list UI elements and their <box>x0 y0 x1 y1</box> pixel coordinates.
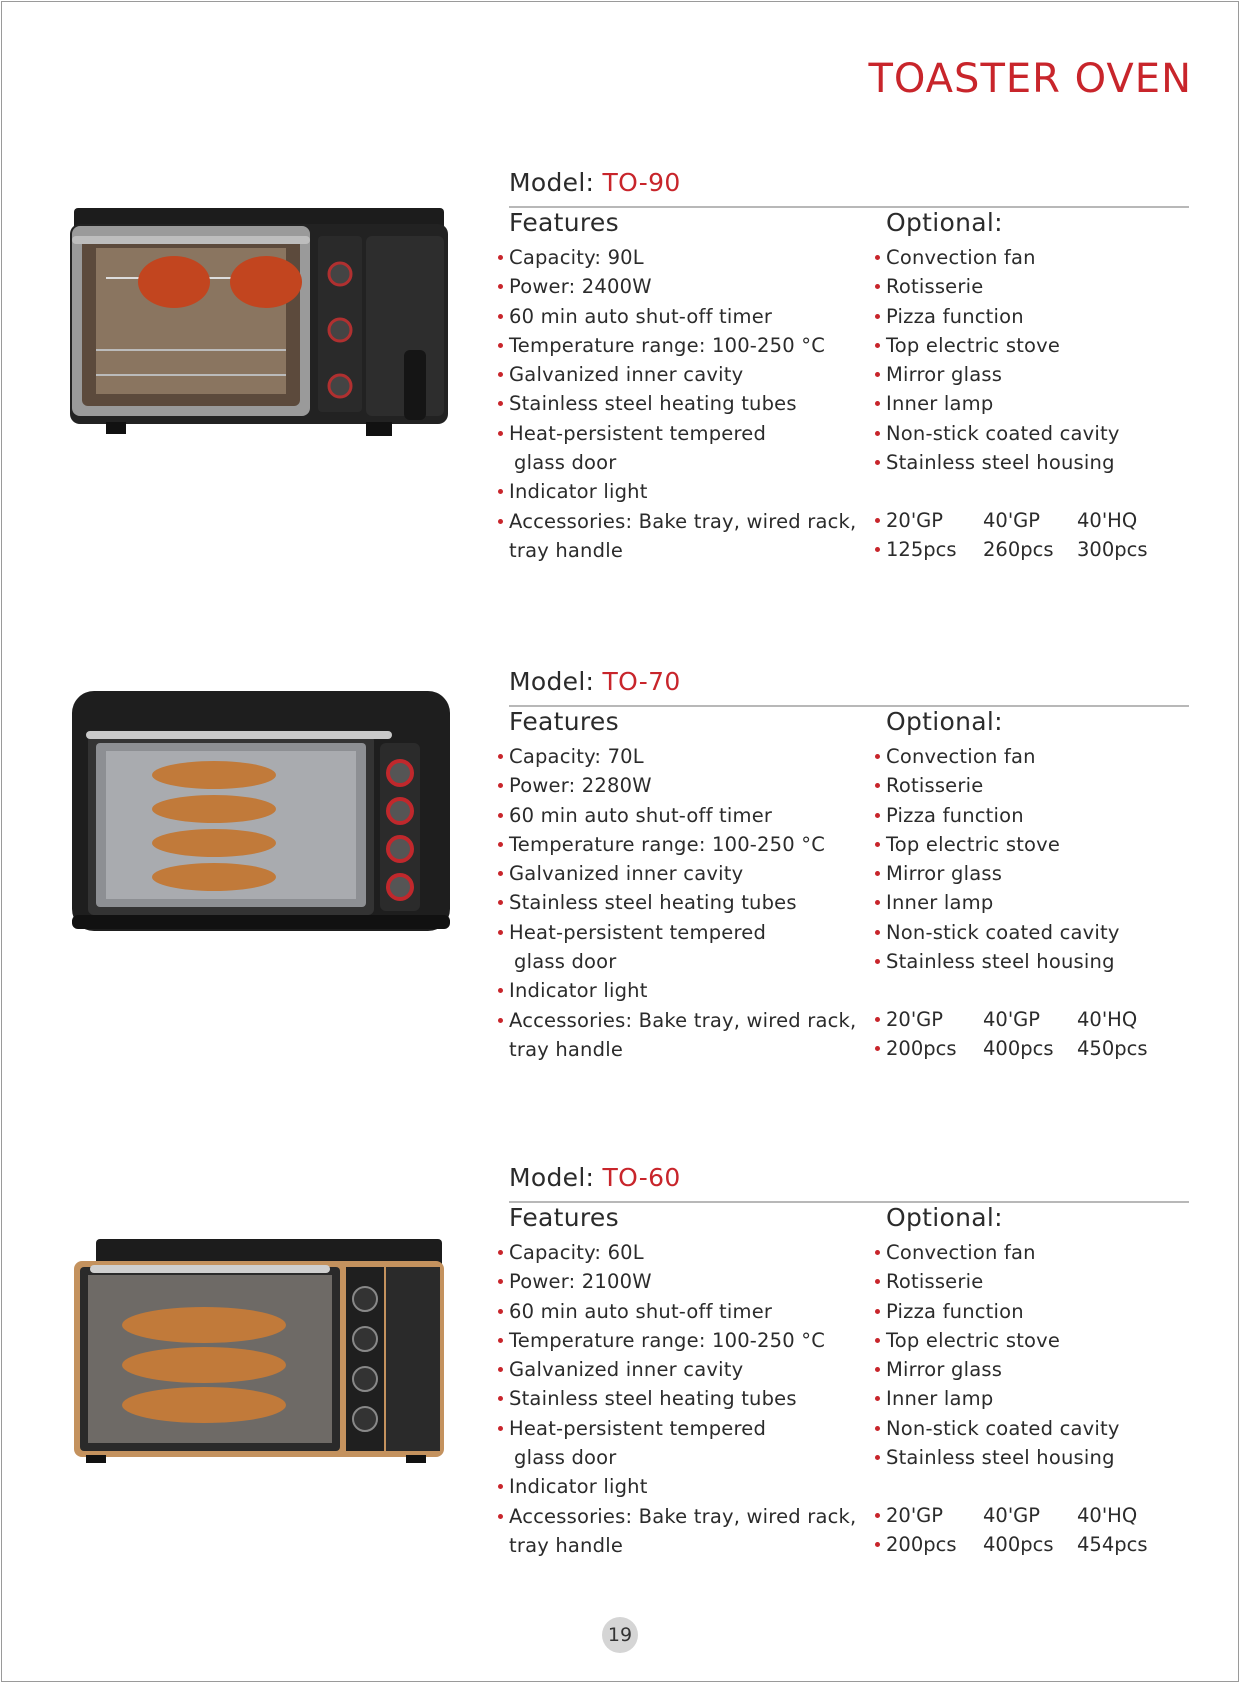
feature-item: 60 min auto shut-off timer <box>509 1297 856 1326</box>
shipping-header: 20'GP <box>886 509 944 532</box>
feature-item: Heat-persistent tempered <box>509 419 856 448</box>
feature-item-continuation: tray handle <box>509 1533 624 1557</box>
model-label: Model: <box>509 1163 595 1192</box>
product-section-to-60 <box>0 1163 1240 1623</box>
feature-item-continuation: tray handle <box>509 538 624 562</box>
features-title: Features <box>509 1203 619 1232</box>
shipping-header: 40'GP <box>983 1504 1041 1527</box>
feature-item: Galvanized inner cavity <box>509 859 856 888</box>
oven-to-70-image <box>66 687 456 957</box>
optional-item: Rotisserie <box>886 771 1120 800</box>
feature-item: Indicator light <box>509 477 856 506</box>
shipping-quantity: 400pcs <box>983 1533 1054 1557</box>
optional-item: Pizza function <box>886 801 1120 830</box>
feature-item: Power: 2400W <box>509 272 856 301</box>
feature-item-continuation: glass door <box>514 950 617 974</box>
feature-item: Power: 2280W <box>509 771 856 800</box>
model-heading <box>509 667 681 696</box>
optional-item: Mirror glass <box>886 1355 1120 1384</box>
optional-item: Rotisserie <box>886 272 1120 301</box>
optional-item: Non-stick coated cavity <box>886 1414 1120 1443</box>
shipping-quantity: 450pcs <box>1077 1037 1148 1061</box>
shipping-header: 40'HQ <box>1077 509 1138 532</box>
optional-list <box>886 243 1120 477</box>
shipping-header: 40'HQ <box>1077 1504 1138 1527</box>
feature-item: Capacity: 70L <box>509 742 856 771</box>
feature-item: Stainless steel heating tubes <box>509 888 856 917</box>
optional-item: Non-stick coated cavity <box>886 918 1120 947</box>
shipping-header: 20'GP <box>886 1008 944 1031</box>
optional-item: Rotisserie <box>886 1267 1120 1296</box>
feature-item: Accessories: Bake tray, wired rack, <box>509 1502 856 1531</box>
feature-item-continuation: glass door <box>514 1446 617 1470</box>
feature-item: Galvanized inner cavity <box>509 1355 856 1384</box>
feature-item: Capacity: 60L <box>509 1238 856 1267</box>
model-label: Model: <box>509 667 595 696</box>
feature-item: Heat-persistent tempered <box>509 918 856 947</box>
feature-item: Temperature range: 100-250 °C <box>509 1326 856 1355</box>
shipping-quantity: 125pcs <box>886 538 957 562</box>
optional-title: Optional: <box>886 707 1003 736</box>
feature-item: Power: 2100W <box>509 1267 856 1296</box>
shipping-quantity: 200pcs <box>886 1533 957 1557</box>
optional-item: Pizza function <box>886 302 1120 331</box>
product-section-to-70 <box>0 667 1240 1127</box>
feature-item-continuation: tray handle <box>509 1037 624 1061</box>
page-number: 19 <box>602 1617 638 1653</box>
shipping-header: 40'GP <box>983 509 1041 532</box>
optional-item: Inner lamp <box>886 1384 1120 1413</box>
optional-title: Optional: <box>886 1203 1003 1232</box>
feature-item: Indicator light <box>509 1472 856 1501</box>
model-code: TO-70 <box>602 667 681 696</box>
shipping-header: 40'GP <box>983 1008 1041 1031</box>
features-list <box>509 243 856 565</box>
page-title: TOASTER OVEN <box>868 56 1192 102</box>
feature-item: Indicator light <box>509 976 856 1005</box>
optional-item: Convection fan <box>886 742 1120 771</box>
optional-item: Inner lamp <box>886 888 1120 917</box>
model-heading <box>509 1163 681 1192</box>
optional-item: Pizza function <box>886 1297 1120 1326</box>
feature-item: 60 min auto shut-off timer <box>509 801 856 830</box>
shipping-quantity: 454pcs <box>1077 1533 1148 1557</box>
optional-item: Mirror glass <box>886 859 1120 888</box>
features-list <box>509 1238 856 1560</box>
optional-item: Stainless steel housing <box>886 947 1120 976</box>
optional-item: Mirror glass <box>886 360 1120 389</box>
shipping-quantity: 200pcs <box>886 1037 957 1061</box>
optional-item: Convection fan <box>886 243 1120 272</box>
optional-item: Inner lamp <box>886 389 1120 418</box>
optional-list <box>886 1238 1120 1472</box>
feature-item: Accessories: Bake tray, wired rack, <box>509 507 856 536</box>
feature-item: Temperature range: 100-250 °C <box>509 331 856 360</box>
features-title: Features <box>509 707 619 736</box>
oven-to-90-image <box>66 200 456 470</box>
feature-item: Capacity: 90L <box>509 243 856 272</box>
optional-item: Top electric stove <box>886 1326 1120 1355</box>
oven-to-60-image <box>66 1215 456 1485</box>
shipping-quantity: 300pcs <box>1077 538 1148 562</box>
feature-item: Galvanized inner cavity <box>509 360 856 389</box>
feature-item-continuation: glass door <box>514 451 617 475</box>
optional-item: Stainless steel housing <box>886 1443 1120 1472</box>
features-list <box>509 742 856 1064</box>
shipping-header: 20'GP <box>886 1504 944 1527</box>
optional-item: Top electric stove <box>886 830 1120 859</box>
model-heading <box>509 168 681 197</box>
optional-list <box>886 742 1120 976</box>
optional-item: Non-stick coated cavity <box>886 419 1120 448</box>
shipping-quantity: 400pcs <box>983 1037 1054 1061</box>
feature-item: Temperature range: 100-250 °C <box>509 830 856 859</box>
feature-item: Stainless steel heating tubes <box>509 389 856 418</box>
feature-item: Stainless steel heating tubes <box>509 1384 856 1413</box>
product-section-to-90 <box>0 168 1240 628</box>
model-code: TO-90 <box>602 168 681 197</box>
optional-title: Optional: <box>886 208 1003 237</box>
model-label: Model: <box>509 168 595 197</box>
feature-item: Heat-persistent tempered <box>509 1414 856 1443</box>
shipping-header: 40'HQ <box>1077 1008 1138 1031</box>
optional-item: Convection fan <box>886 1238 1120 1267</box>
feature-item: Accessories: Bake tray, wired rack, <box>509 1006 856 1035</box>
shipping-quantity: 260pcs <box>983 538 1054 562</box>
features-title: Features <box>509 208 619 237</box>
optional-item: Stainless steel housing <box>886 448 1120 477</box>
model-code: TO-60 <box>602 1163 681 1192</box>
feature-item: 60 min auto shut-off timer <box>509 302 856 331</box>
optional-item: Top electric stove <box>886 331 1120 360</box>
